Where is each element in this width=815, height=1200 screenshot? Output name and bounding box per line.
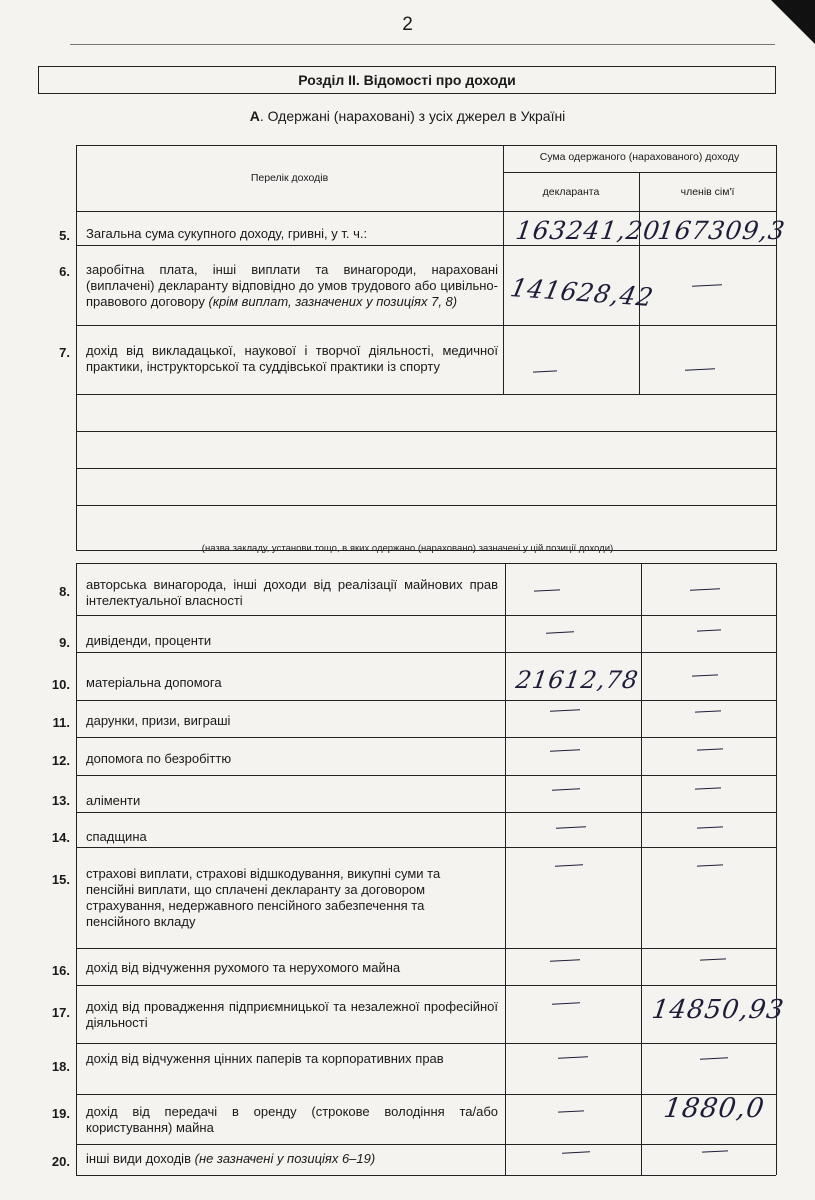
row-number: 16. xyxy=(51,963,70,978)
grid-line xyxy=(76,431,776,432)
top-rule xyxy=(70,44,775,45)
dash-mark xyxy=(695,787,721,789)
page-corner-mark xyxy=(771,0,815,44)
dash-mark xyxy=(550,709,580,712)
row-number: 19. xyxy=(51,1106,70,1121)
row-number: 20. xyxy=(51,1154,70,1169)
dash-mark xyxy=(558,1110,584,1112)
dash-mark xyxy=(685,368,715,371)
subsection-title xyxy=(0,108,815,124)
grid-line xyxy=(76,652,776,653)
dash-mark xyxy=(692,674,718,676)
dash-mark xyxy=(546,631,574,633)
grid-line xyxy=(76,1175,776,1176)
dash-mark xyxy=(690,588,720,591)
grid-line xyxy=(505,563,506,1175)
grid-line xyxy=(76,563,776,564)
dash-mark xyxy=(700,958,726,960)
row-label xyxy=(86,1151,498,1167)
row-label: дохід від провадження підприємницької та незалежної професійної діяльності xyxy=(86,999,498,1030)
row-number: 14. xyxy=(51,830,70,845)
row-number: 17. xyxy=(51,1005,70,1020)
handwritten-value: 14850,93 xyxy=(649,995,787,1025)
row-number: 15. xyxy=(51,872,70,887)
dash-mark xyxy=(556,826,586,829)
grid-line xyxy=(76,145,77,551)
row-label: дохід від передачі в оренду (строкове володіння та/або користування) майна xyxy=(86,1104,498,1135)
institution-caption: (назва закладу, установи тощо, в яких одержано (нараховано) зазначені у цій позиції доходи) xyxy=(201,543,614,554)
row-label: спадщина xyxy=(86,829,147,844)
dash-mark xyxy=(552,788,580,790)
grid-line xyxy=(76,325,776,326)
grid-line xyxy=(776,563,777,1175)
row-number: 8. xyxy=(59,584,70,599)
dash-mark xyxy=(697,748,723,750)
row-number: 11. xyxy=(52,715,70,730)
grid-line xyxy=(776,145,777,551)
handwritten-value: 167309,3 xyxy=(655,216,788,245)
row-label-note: (не зазначені у позиціях 6–19) xyxy=(194,1151,376,1166)
row-label: дарунки, призи, виграші xyxy=(86,713,231,728)
grid-line xyxy=(76,394,776,395)
row-number: 10. xyxy=(51,677,70,692)
header-income-list: Перелік доходів xyxy=(250,172,329,184)
section-title: Розділ ІІ. Відомості про доходи xyxy=(38,66,776,94)
grid-line xyxy=(76,700,776,701)
grid-line xyxy=(76,1043,776,1044)
dash-mark xyxy=(533,370,557,372)
row-number: 5. xyxy=(59,228,70,243)
handwritten-value: 21612,78 xyxy=(514,666,641,694)
header-declarant: декларанта xyxy=(542,186,600,198)
dash-mark xyxy=(558,1056,588,1059)
grid-line xyxy=(76,948,776,949)
handwritten-value: 163241,20 xyxy=(513,216,663,245)
grid-line xyxy=(76,468,776,469)
grid-line xyxy=(76,245,776,246)
grid-line xyxy=(76,145,776,146)
grid-line xyxy=(76,847,776,848)
header-family: членів сім'ї xyxy=(680,186,735,198)
dash-mark xyxy=(555,864,583,866)
grid-line xyxy=(641,563,642,1175)
grid-line xyxy=(76,211,776,212)
row-label: дохід від відчуження рухомого та нерухомого майна xyxy=(86,960,401,975)
row-label: Загальна сума сукупного доходу, гривні, у т. ч.: xyxy=(86,226,368,241)
row-label-text: заробітна плата, інші виплати та винагороди, нараховані (виплачені) декларанту відповідно до умов трудового або цивільно-правового договору xyxy=(86,262,498,309)
dash-mark xyxy=(697,629,721,631)
handwritten-value: 141628,42 xyxy=(507,273,657,312)
subsection-letter: А xyxy=(249,108,260,124)
dash-mark xyxy=(692,284,722,287)
row-label-text: інші види доходів xyxy=(86,1151,191,1166)
row-number: 12. xyxy=(51,753,70,768)
grid-line xyxy=(76,1144,776,1145)
grid-line xyxy=(76,775,776,776)
dash-mark xyxy=(562,1151,590,1153)
row-number: 9. xyxy=(59,635,70,650)
row-label: дивіденди, проценти xyxy=(86,633,212,648)
row-label: авторська винагорода, інші доходи від реалізації майнових прав інтелектуальної власності xyxy=(86,577,498,608)
grid-line xyxy=(76,812,776,813)
grid-line xyxy=(76,505,776,506)
row-label-note: (крім виплат, зазначених у позиціях 7, 8) xyxy=(208,294,458,309)
page-number: 2 xyxy=(402,14,413,35)
row-number: 18. xyxy=(51,1059,70,1074)
row-label: страхові виплати, страхові відшкодування, викупні суми та пенсійні виплати, що сплачені декларанту за договором страхування, недержавного пенсійного забезпечення та пенсійного вкладу xyxy=(86,866,441,929)
dash-mark xyxy=(534,589,560,591)
dash-mark xyxy=(697,826,723,828)
dash-mark xyxy=(697,864,723,866)
row-label: допомога по безробіттю xyxy=(86,751,232,766)
row-label: матеріальна допомога xyxy=(86,675,222,690)
row-number: 13. xyxy=(51,793,70,808)
row-label xyxy=(86,262,498,310)
dash-mark xyxy=(550,959,580,962)
dash-mark xyxy=(702,1150,728,1152)
row-label: дохід від викладацької, наукової і творчої діяльності, медичної практики, інструкторської та суддівської практики із спорту xyxy=(86,343,498,374)
row-label: дохід від відчуження цінних паперів та корпоративних прав xyxy=(86,1051,444,1066)
grid-line xyxy=(76,563,77,1175)
grid-line xyxy=(503,145,504,394)
grid-line xyxy=(76,985,776,986)
row-number: 6. xyxy=(59,264,70,279)
header-sum: Сума одержаного (нарахованого) доходу xyxy=(539,151,740,163)
grid-line xyxy=(76,737,776,738)
grid-line xyxy=(76,615,776,616)
dash-mark xyxy=(550,749,580,752)
subsection-text: . Одержані (нараховані) з усіх джерел в Україні xyxy=(259,108,566,124)
row-number: 7. xyxy=(59,345,70,360)
dash-mark xyxy=(552,1002,580,1004)
handwritten-value: 1880,0 xyxy=(661,1093,767,1124)
dash-mark xyxy=(700,1057,728,1059)
dash-mark xyxy=(695,710,721,712)
row-label: аліменти xyxy=(86,793,141,808)
